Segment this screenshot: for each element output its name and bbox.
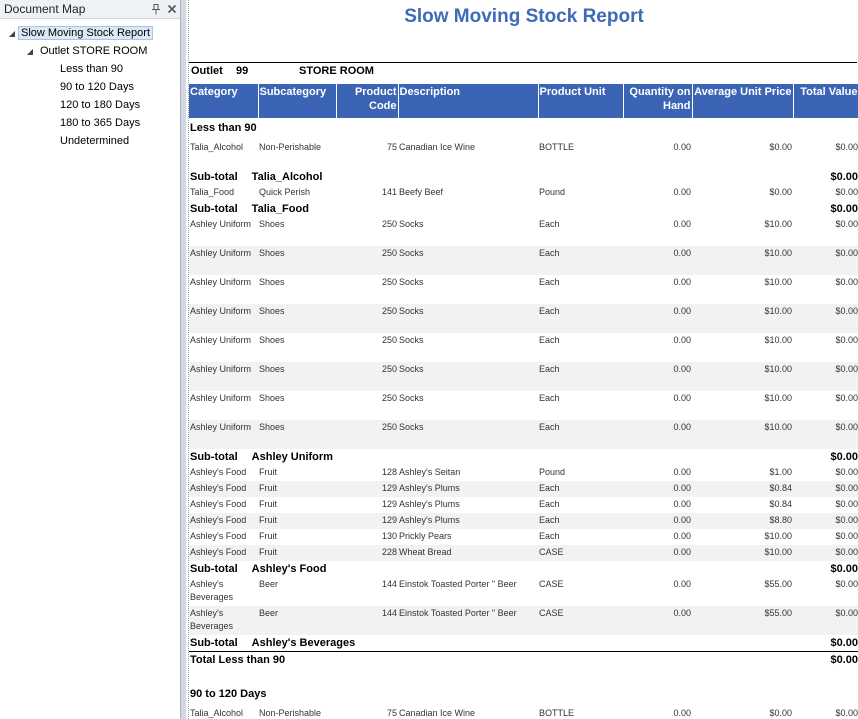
table-row[interactable] xyxy=(189,481,858,497)
tree-node-label: 90 to 120 Days xyxy=(60,81,134,93)
table-cell: 75 xyxy=(386,142,397,152)
subtotal-label: Sub-total xyxy=(190,171,238,183)
table-row[interactable] xyxy=(189,185,858,201)
tree-node-label: 180 to 365 Days xyxy=(60,117,141,129)
table-cell xyxy=(189,169,793,185)
table-cell: Pound xyxy=(539,187,566,197)
table-cell: Prickly Pears xyxy=(399,531,452,541)
table-row[interactable] xyxy=(189,420,858,449)
table-row[interactable] xyxy=(189,333,858,362)
report-table xyxy=(189,84,858,719)
tree-node-label: Slow Moving Stock Report xyxy=(18,26,153,40)
table-cell: Talia_Alcohol xyxy=(190,708,244,718)
table-cell: Shoes xyxy=(258,304,336,333)
table-cell: Canadian Ice Wine xyxy=(399,142,476,152)
table-cell: $0.00 xyxy=(793,362,858,391)
document-map-title: Document Map xyxy=(4,2,86,16)
subtotal-row xyxy=(189,635,858,652)
table-cell: Canadian Ice Wine xyxy=(399,708,476,718)
subtotal-row xyxy=(189,449,858,465)
table-cell: $8.80 xyxy=(692,513,793,529)
table-cell: 0.00 xyxy=(673,219,691,229)
table-cell: 0.00 xyxy=(673,187,691,197)
table-row[interactable] xyxy=(189,246,858,275)
table-row[interactable] xyxy=(189,362,858,391)
table-cell: Ashley's Food xyxy=(190,467,247,477)
table-cell: $0.00 xyxy=(830,203,858,215)
pin-icon[interactable] xyxy=(148,1,164,17)
table-cell: 129 xyxy=(381,499,397,509)
table-row[interactable] xyxy=(189,606,858,635)
table-cell: CASE xyxy=(538,545,623,561)
table-cell: 141 xyxy=(381,187,397,197)
report-title: Slow Moving Stock Report xyxy=(404,6,644,27)
table-cell: 0.00 xyxy=(673,277,691,287)
table-cell: Socks xyxy=(399,393,424,403)
table-cell: 0.00 xyxy=(673,708,691,718)
table-cell: Ashley's Food xyxy=(189,481,258,497)
subtotal-name: Ashley Uniform xyxy=(251,451,333,463)
table-cell: Shoes xyxy=(259,219,285,229)
table-cell: Ashley's Plums xyxy=(398,513,538,529)
table-cell: Fruit xyxy=(259,531,277,541)
table-cell: Pound xyxy=(539,467,566,477)
table-cell: $0.00 xyxy=(835,467,858,477)
table-cell: Socks xyxy=(399,277,424,287)
tree-node-120-to-180[interactable] xyxy=(0,96,180,114)
table-cell: BOTTLE xyxy=(539,142,575,152)
table-cell: Socks xyxy=(398,420,538,449)
table-cell: Each xyxy=(539,499,560,509)
table-cell: Shoes xyxy=(258,420,336,449)
table-cell: $0.00 xyxy=(830,563,858,575)
table-cell: 250 xyxy=(381,219,397,229)
table-cell: Each xyxy=(539,531,560,541)
tree-node-label: Undetermined xyxy=(60,135,130,147)
column-header: Average Unit Price xyxy=(692,84,793,118)
document-map-pane xyxy=(0,0,181,719)
column-header: Product Code xyxy=(336,84,398,118)
table-cell: 250 xyxy=(381,335,397,345)
table-cell: Ashley's Seitan xyxy=(399,467,461,477)
table-row[interactable] xyxy=(189,545,858,561)
table-cell: Ashley's Food xyxy=(190,531,247,541)
table-row[interactable] xyxy=(189,275,858,304)
table-cell: Non-Perishable xyxy=(259,142,322,152)
table-cell: $0.00 xyxy=(793,652,858,685)
table-cell: $10.00 xyxy=(692,246,793,275)
table-cell: $1.00 xyxy=(769,467,792,477)
table-cell: 0.00 xyxy=(623,362,692,391)
subtotal-name: Ashley's Beverages xyxy=(251,637,356,649)
table-cell: $0.00 xyxy=(769,708,792,718)
table-cell: Ashley's Beverages xyxy=(189,606,258,635)
table-cell: Ashley Uniform xyxy=(189,420,258,449)
table-cell: Shoes xyxy=(258,246,336,275)
table-cell: $0.00 xyxy=(830,637,858,649)
table-cell: Ashley Uniform xyxy=(189,304,258,333)
table-cell: 0.00 xyxy=(623,304,692,333)
table-cell: Each xyxy=(538,420,623,449)
table-cell: $0.00 xyxy=(835,708,858,718)
table-cell: $10.00 xyxy=(764,335,792,345)
table-cell: Ashley Uniform xyxy=(189,246,258,275)
table-cell: 0.00 xyxy=(673,579,691,589)
table-cell: 0.00 xyxy=(673,335,691,345)
subtotal-name: Ashley's Food xyxy=(251,563,327,575)
table-cell: Each xyxy=(539,219,560,229)
table-cell: Socks xyxy=(399,219,424,229)
table-cell xyxy=(189,449,793,465)
table-cell: 0.00 xyxy=(623,481,692,497)
table-cell: $0.00 xyxy=(793,246,858,275)
table-cell: 0.00 xyxy=(623,246,692,275)
table-cell xyxy=(189,201,793,217)
table-cell: Beer xyxy=(258,606,336,635)
table-cell: 0.00 xyxy=(673,531,691,541)
document-map-tree xyxy=(0,19,180,150)
subtotal-label: Sub-total xyxy=(190,563,238,575)
table-cell: 0.00 xyxy=(623,513,692,529)
table-cell: Fruit xyxy=(258,481,336,497)
table-cell: $10.00 xyxy=(764,393,792,403)
subtotal-name: Talia_Alcohol xyxy=(251,171,323,183)
table-cell: $0.00 xyxy=(830,451,858,463)
outlet-label: Outlet xyxy=(191,65,223,77)
tree-node-outlet[interactable] xyxy=(0,42,180,60)
tree-node-label: 120 to 180 Days xyxy=(60,99,141,111)
table-cell: 0.00 xyxy=(673,142,691,152)
subtotal-row xyxy=(189,561,858,577)
group-header-row xyxy=(189,118,858,140)
table-cell: $0.00 xyxy=(793,606,858,635)
table-row[interactable] xyxy=(189,497,858,513)
table-cell: Beer xyxy=(259,579,279,589)
table-cell: $10.00 xyxy=(692,420,793,449)
table-cell: $0.00 xyxy=(793,545,858,561)
column-header: Category xyxy=(189,84,258,118)
table-cell: Einstok Toasted Porter " Beer xyxy=(399,579,517,589)
table-cell: Ashley's Beverages xyxy=(190,579,234,602)
collapse-triangle-icon[interactable]: ◢ xyxy=(8,28,16,38)
table-cell: $0.00 xyxy=(793,481,858,497)
table-cell: Shoes xyxy=(259,335,285,345)
table-cell: Ashley's Plums xyxy=(399,499,460,509)
table-cell: Ashley's Food xyxy=(189,545,258,561)
table-cell: 0.00 xyxy=(673,393,691,403)
column-header: Product Unit xyxy=(538,84,623,118)
column-header: Description xyxy=(398,84,538,118)
table-cell: CASE xyxy=(539,579,564,589)
table-cell: Total Less than 90 xyxy=(189,652,793,685)
table-cell: Talia_Alcohol xyxy=(190,142,244,152)
table-row[interactable] xyxy=(189,304,858,333)
table-cell: Ashley Uniform xyxy=(190,219,252,229)
tree-node-180-to-365[interactable] xyxy=(0,114,180,132)
subtotal-label: Sub-total xyxy=(190,451,238,463)
table-cell: Fruit xyxy=(259,467,277,477)
table-cell: 250 xyxy=(336,362,398,391)
table-cell: $55.00 xyxy=(764,579,792,589)
table-cell: Talia_Food xyxy=(190,187,235,197)
table-cell: Fruit xyxy=(258,545,336,561)
table-cell: Socks xyxy=(398,304,538,333)
table-cell: Socks xyxy=(398,362,538,391)
subtotal-label: Sub-total xyxy=(190,203,238,215)
table-cell: $0.00 xyxy=(835,499,858,509)
group-header-row xyxy=(189,684,858,706)
table-cell: Less than 90 xyxy=(190,122,257,134)
table-cell: Ashley's Food xyxy=(190,499,247,509)
table-cell: Each xyxy=(538,513,623,529)
table-cell: $0.00 xyxy=(769,187,792,197)
subtotal-row xyxy=(189,169,858,185)
table-cell: $10.00 xyxy=(692,545,793,561)
collapse-triangle-icon[interactable]: ◢ xyxy=(26,46,34,56)
table-cell: Ashley Uniform xyxy=(190,335,252,345)
table-cell: Each xyxy=(538,304,623,333)
table-cell: Shoes xyxy=(259,277,285,287)
report-viewer[interactable] xyxy=(186,0,858,719)
subtotal-row xyxy=(189,201,858,217)
table-cell xyxy=(189,635,793,652)
table-cell: 250 xyxy=(336,304,398,333)
table-cell: $0.00 xyxy=(830,171,858,183)
tree-node-undetermined[interactable] xyxy=(0,132,180,150)
table-cell: Fruit xyxy=(258,513,336,529)
outlet-line xyxy=(189,62,857,79)
table-cell: $10.00 xyxy=(692,304,793,333)
table-cell: Each xyxy=(539,393,560,403)
tree-node-less-than-90[interactable] xyxy=(0,60,180,78)
table-row[interactable] xyxy=(189,465,858,481)
table-cell: Einstok Toasted Porter " Beer xyxy=(398,606,538,635)
table-cell: 0.00 xyxy=(673,467,691,477)
table-cell: Quick Perish xyxy=(259,187,311,197)
tree-node-label: Less than 90 xyxy=(60,63,123,75)
table-cell: Ashley Uniform xyxy=(190,393,252,403)
table-cell: Socks xyxy=(399,335,424,345)
document-map-header xyxy=(0,0,180,19)
table-cell: 0.00 xyxy=(673,499,691,509)
table-cell: Ashley Uniform xyxy=(190,277,252,287)
table-row[interactable] xyxy=(189,529,858,545)
table-cell: $10.00 xyxy=(764,277,792,287)
subtotal-label: Sub-total xyxy=(190,637,238,649)
tree-node-90-to-120[interactable] xyxy=(0,78,180,96)
table-cell: Wheat Bread xyxy=(398,545,538,561)
table-cell: $55.00 xyxy=(692,606,793,635)
table-row[interactable] xyxy=(189,577,858,606)
table-cell: Shoes xyxy=(259,393,285,403)
table-cell: 0.00 xyxy=(623,606,692,635)
table-cell: 144 xyxy=(381,579,397,589)
column-header-row xyxy=(189,84,858,118)
table-cell: $10.00 xyxy=(764,219,792,229)
table-row[interactable] xyxy=(189,513,858,529)
table-cell: 250 xyxy=(336,420,398,449)
table-cell: BOTTLE xyxy=(539,708,575,718)
table-cell: Beefy Beef xyxy=(399,187,444,197)
table-cell: $0.00 xyxy=(835,531,858,541)
table-cell: $0.00 xyxy=(835,219,858,229)
table-cell: Shoes xyxy=(258,362,336,391)
table-cell: 129 xyxy=(336,513,398,529)
table-cell: $10.00 xyxy=(764,531,792,541)
table-cell: $10.00 xyxy=(692,362,793,391)
table-cell: $0.00 xyxy=(793,304,858,333)
table-cell: 128 xyxy=(381,467,397,477)
table-cell: $0.00 xyxy=(835,335,858,345)
report-page xyxy=(188,0,858,719)
table-cell: Ashley's Food xyxy=(189,513,258,529)
table-cell: $0.00 xyxy=(793,513,858,529)
outlet-number: 99 xyxy=(236,65,249,77)
table-row[interactable] xyxy=(189,706,858,719)
column-header: Total Value xyxy=(793,84,858,118)
table-cell: Fruit xyxy=(259,499,277,509)
table-cell: $0.00 xyxy=(835,277,858,287)
table-cell: $0.00 xyxy=(769,142,792,152)
table-cell: 129 xyxy=(336,481,398,497)
table-cell: Non-Perishable xyxy=(259,708,322,718)
table-cell: $0.00 xyxy=(835,393,858,403)
close-icon[interactable] xyxy=(164,1,180,17)
table-cell: Ashley Uniform xyxy=(189,362,258,391)
table-cell: 130 xyxy=(381,531,397,541)
table-cell: $0.00 xyxy=(835,579,858,589)
table-row[interactable] xyxy=(189,140,858,169)
table-cell: Ashley's Plums xyxy=(398,481,538,497)
table-cell: 75 xyxy=(386,708,397,718)
tree-node-report[interactable] xyxy=(0,24,180,42)
table-cell: Each xyxy=(538,246,623,275)
column-header: Subcategory xyxy=(258,84,336,118)
table-row[interactable] xyxy=(189,217,858,246)
table-cell: 144 xyxy=(336,606,398,635)
table-cell: 0.00 xyxy=(623,545,692,561)
table-cell: $0.84 xyxy=(769,499,792,509)
table-cell: Each xyxy=(539,335,560,345)
column-header: Quantity on Hand xyxy=(623,84,692,118)
table-cell: Socks xyxy=(398,246,538,275)
table-cell: Each xyxy=(538,481,623,497)
table-cell: $0.84 xyxy=(692,481,793,497)
group-total-row xyxy=(189,652,858,685)
table-cell: 250 xyxy=(381,277,397,287)
table-cell xyxy=(189,561,793,577)
table-cell: 90 to 120 Days xyxy=(190,688,267,700)
table-cell: 250 xyxy=(336,246,398,275)
subtotal-name: Talia_Food xyxy=(251,203,309,215)
table-row[interactable] xyxy=(189,391,858,420)
table-cell: 250 xyxy=(381,393,397,403)
outlet-name: STORE ROOM xyxy=(299,65,374,77)
table-cell: $0.00 xyxy=(835,142,858,152)
table-cell: 228 xyxy=(336,545,398,561)
table-cell: Each xyxy=(539,277,560,287)
table-cell: Each xyxy=(538,362,623,391)
table-cell: CASE xyxy=(538,606,623,635)
table-cell: 0.00 xyxy=(623,420,692,449)
table-cell: $0.00 xyxy=(835,187,858,197)
tree-node-label: Outlet STORE ROOM xyxy=(40,45,148,57)
report-body xyxy=(189,118,858,719)
table-cell: $0.00 xyxy=(793,420,858,449)
